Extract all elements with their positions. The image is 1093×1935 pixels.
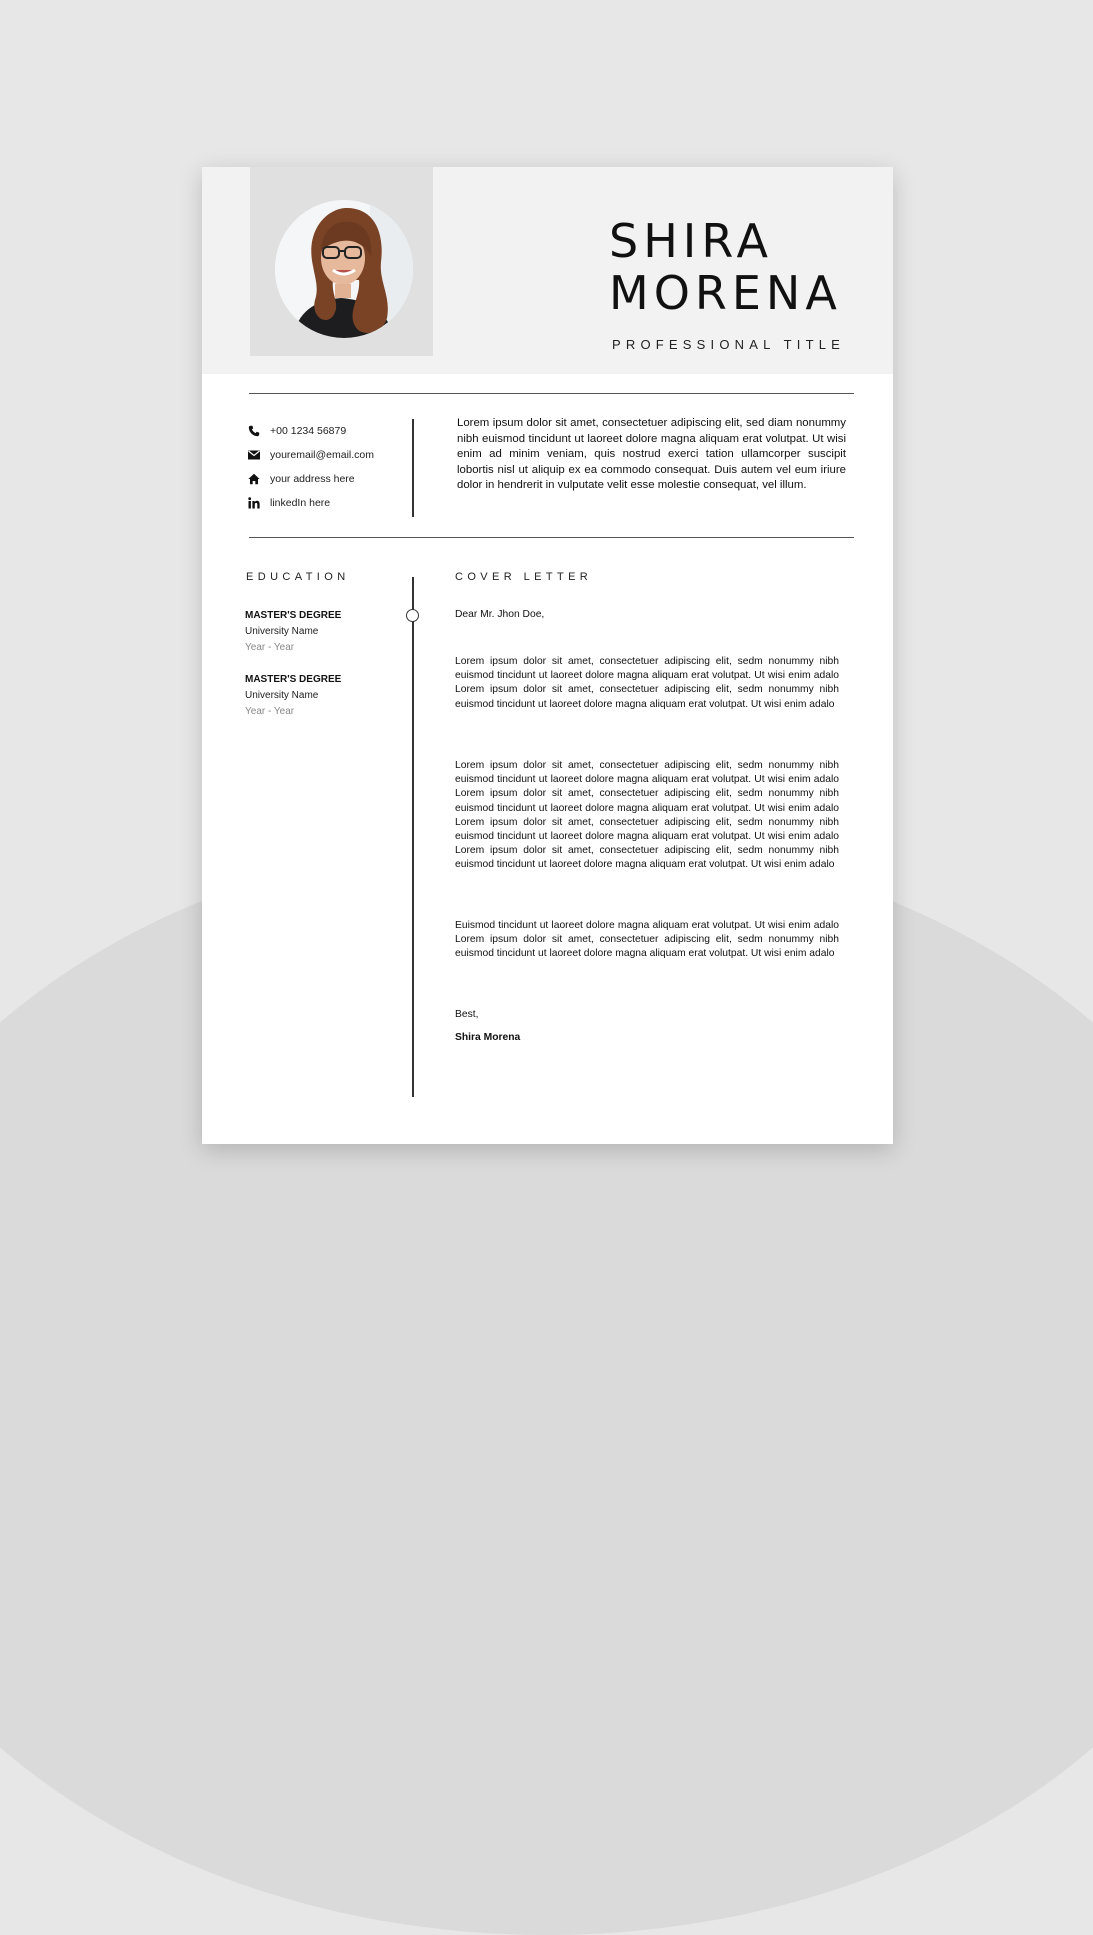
resume-page — [202, 167, 893, 1144]
contact-divider-vertical — [412, 419, 414, 517]
education-years: Year - Year — [245, 642, 295, 653]
education-years: Year - Year — [245, 706, 295, 717]
letter-greeting: Dear Mr. Jhon Doe, — [455, 609, 545, 620]
letter-paragraph-1: Lorem ipsum dolor sit amet, consectetuer adipiscing elit, sedm nonummy nibh euismod tincidunt ut laoreet dolore magna aliquam erat volutpat. Ut wisi enim adalo Lorem ipsum dolor sit amet, consectetuer adipiscing elit, sedm nonummy nibh euismod tincidunt ut laoreet dolore magna aliquam erat volutpat. Ut wisi enim adalo — [455, 656, 839, 710]
contact-linkedin — [247, 491, 407, 515]
candidate-name — [609, 215, 879, 319]
cover-letter-heading: COVER LETTER — [455, 571, 593, 583]
contact-email — [247, 443, 407, 467]
first-name: SHIRA — [609, 214, 773, 268]
education-entry — [245, 672, 405, 720]
university-name: University Name — [245, 690, 319, 701]
contact-phone — [247, 419, 407, 443]
phone-icon — [247, 425, 260, 438]
photo-panel — [250, 167, 433, 356]
university-name: University Name — [245, 626, 319, 637]
profile-photo — [275, 200, 413, 338]
letter-paragraph-3: Euismod tincidunt ut laoreet dolore magna aliquam erat volutpat. Ut wisi enim adalo Lorem ipsum dolor sit amet, consectetuer adipiscing elit, sedm nonummy nibh euismod tincidunt ut laoreet dolore magna aliquam erat volutpat. Ut wisi enim adalo — [455, 920, 839, 960]
divider-top — [249, 393, 854, 394]
degree-title: MASTER'S DEGREE — [245, 674, 342, 685]
phone-text: +00 1234 56879 — [270, 425, 347, 437]
contact-list — [247, 419, 407, 515]
letter-paragraph-2: Lorem ipsum dolor sit amet, consectetuer adipiscing elit, sedm nonummy nibh euismod tincidunt ut laoreet dolore magna aliquam erat volutpat. Ut wisi enim adalo Lorem ipsum dolor sit amet, consectetuer adipiscing elit, sedm nonummy nibh euismod tincidunt ut laoreet dolore magna aliquam erat volutpat. Ut wisi enim adalo Lorem ipsum dolor sit amet, consectetuer adipiscing elit, sedm nonummy nibh euismod tincidunt ut laoreet dolore magna aliquam erat volutpat. Ut wisi enim adalo Lorem ipsum dolor sit amet, consectetuer adipiscing elit, sedm nonummy nibh euismod tincidunt ut laoreet dolore magna aliquam erat volutpat. Ut wisi enim adalo — [455, 760, 839, 871]
address-text: your address here — [270, 473, 355, 485]
envelope-icon — [247, 449, 260, 462]
timeline-line — [412, 577, 414, 1097]
education-heading: EDUCATION — [246, 571, 350, 583]
home-icon — [247, 473, 260, 486]
letter-closing: Best, — [455, 1009, 479, 1020]
email-text[interactable]: youremail@email.com — [270, 449, 375, 461]
linkedin-icon — [247, 497, 260, 510]
linkedin-text[interactable]: linkedIn here — [270, 497, 331, 509]
timeline-marker — [406, 609, 419, 622]
professional-title: PROFESSIONAL TITLE — [612, 337, 846, 352]
profile-summary: Lorem ipsum dolor sit amet, consectetuer adipiscing elit, sed diam nonummy nibh euismod tincidunt ut laoreet dolore magna aliquam erat volutpat. Ut wisi enim ad minim veniam, quis nostrud exerci tation ullamcorper suscipit lobortis nisl ut aliquip ex ea commodo consequat. Duis autem vel eum iriure dolor in hendrerit in vulputate velit esse molestie consequat, vel illum. — [457, 417, 846, 492]
letter-signature: Shira Morena — [455, 1032, 521, 1043]
last-name: MORENA — [609, 266, 842, 320]
contact-address — [247, 467, 407, 491]
degree-title: MASTER'S DEGREE — [245, 610, 342, 621]
divider-middle — [249, 537, 854, 538]
education-entry — [245, 608, 405, 656]
portrait-illustration — [275, 200, 413, 338]
